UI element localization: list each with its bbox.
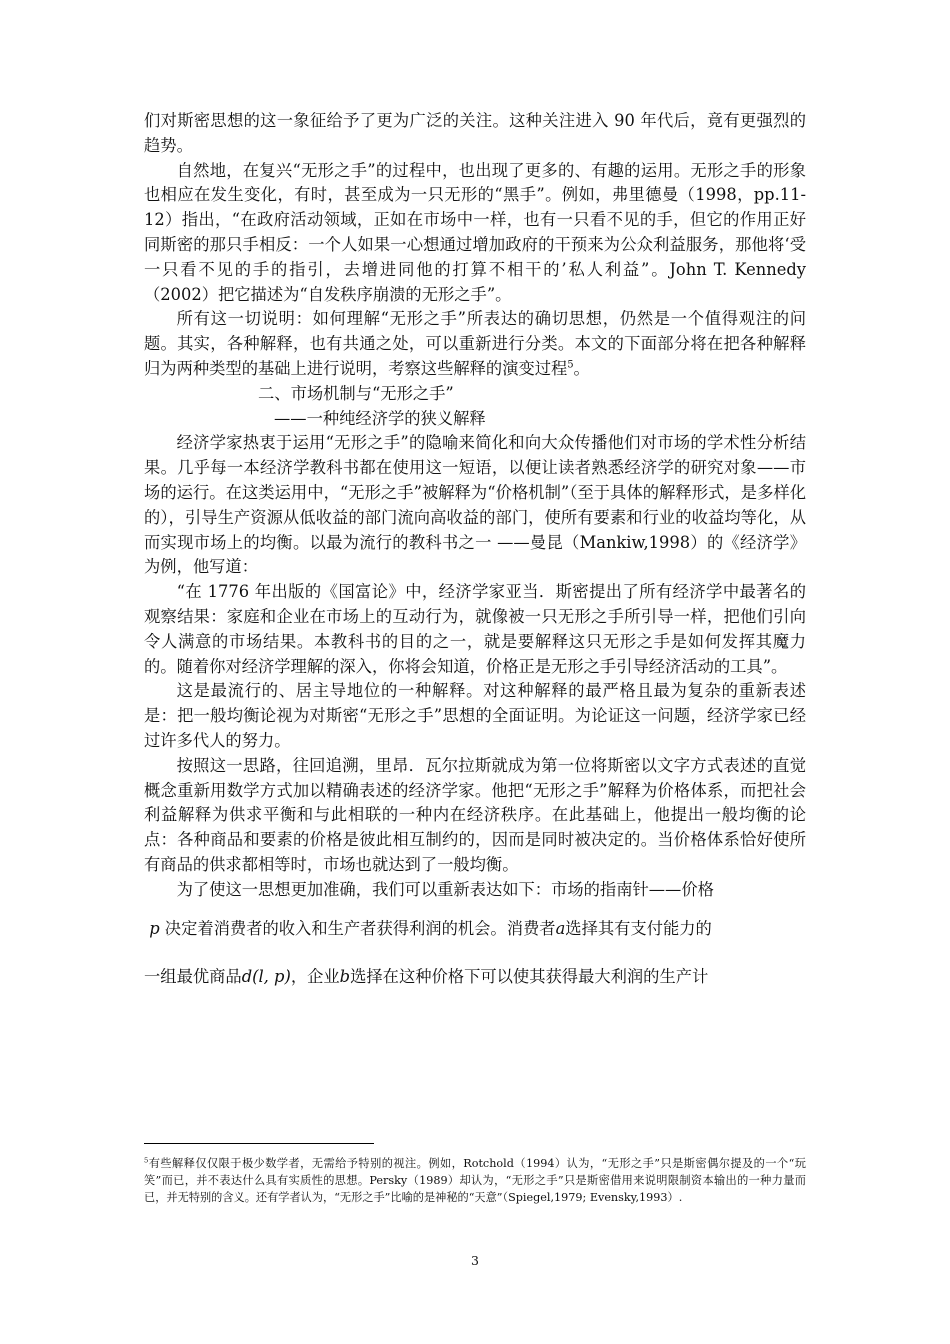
footnote [144,1155,806,1206]
math-line-text: ，企业 [290,967,340,987]
section-subtitle: ——一种纯经济学的狭义解释 [274,408,486,428]
page-number: 3 [471,1253,479,1268]
math-line [144,965,806,990]
math-line-text: 一组最优商品 [144,967,242,987]
paragraph: 们对斯密思想的这一象征给予了更为广泛的关注。这种关注进入 90 年代后，竟有更强烈的趋势。 [144,111,806,155]
footnote-reference[interactable]: 5 [567,359,574,371]
footnote-divider [144,1143,374,1144]
footnote-text: 有些解释仅仅限于极少数学者，无需给予特别的视注。例如，Rotchold（1994）认为，“无形之手”只是斯密偶尔提及的一个“玩笑”而已，并不表达什么具有实质性的思想。Persky（1989）却认为，“无形之手”只是斯密借用来说明限制资本输出的一种力量而已，并无特别的含义。还有学者认为，“无形之手”比喻的是神秘的“天意”（Spiegel,1979; Evensky,1993）. [144,1157,806,1204]
math-symbol: a [555,918,566,938]
paragraph-end: 。 [573,358,590,378]
paragraph: 按照这一思路，往回追溯，里昂．瓦尔拉斯就成为第一位将斯密以文字方式表述的直觉概念重新用数学方式加以精确表述的经济学家。他把“无形之手”解释为价格体系，而把社会利益解释为供求平衡和与此相联的一种内在经济秩序。在此基础上，他提出一般均衡的论点：各种商品和要素的价格是彼此相互制约的，因而是同时被决定的。当价格体系恰好使所有商品的供求都相等时，市场也就达到了一般均衡。 [144,755,806,874]
quotation: “在 1776 年出版的《国富论》中，经济学家亚当．斯密提出了所有经济学中最著名的观察结果：家庭和企业在市场上的互动行为，就像被一只无形之手所引导一样，把他们引向令人满意的市场结果。本教科书的目的之一，就是要解释这只无形之手是如何发挥其魔力的。随着你对经济学理解的深入，你将会知道，价格正是无形之手引导经济活动的工具”。 [144,582,806,676]
math-line-text: 选择其有支付能力的 [565,918,712,938]
body-text [144,109,806,990]
math-formula: d(l, p) [241,967,291,987]
paragraph-text: 所有这一切说明：如何理解“无形之手”所表达的确切思想，仍然是一个值得观注的问题。其实，各种解释，也有共通之处，可以重新进行分类。本文的下面部分将在把各种解释归为两种类型的基础上进行说明，考察这些解释的演变过程 [144,309,806,378]
paragraph: 经济学家热衷于运用“无形之手”的隐喻来简化和向大众传播他们对市场的学术性分析结果。几乎每一本经济学教科书都在使用这一短语，以便让读者熟悉经济学的研究对象——市场的运行。在这类运用中，“无形之手”被解释为“价格机制”（至于具体的解释形式，是多样化的），引导生产资源从低收益的部门流向高收益的部门，使所有要素和行业的收益均等化，从而实现市场上的均衡。以最为流行的教科书之一 ——曼昆（Mankiw,1998）的《经济学》为例，他写道： [144,433,806,577]
math-line [144,917,806,942]
math-line-text: 选择在这种价格下可以使其获得最大利润的生产计 [350,967,709,987]
math-symbol: p [149,918,160,938]
footnote-marker: 5 [144,1156,149,1165]
math-line-text: 决定着消费者的收入和生产者获得利润的机会。消费者 [159,918,556,938]
line-gap [144,941,806,965]
line-gap [144,903,806,917]
paragraph: 为了使这一思想更加准确，我们可以重新表达如下：市场的指南针——价格 [176,879,714,899]
section-title: 二、市场机制与“无形之手” [258,383,454,403]
math-symbol: b [339,967,351,987]
paragraph: 自然地，在复兴“无形之手”的过程中，也出现了更多的、有趣的运用。无形之手的形象也相应在发生变化，有时，甚至成为一只无形的“黑手”。例如，弗里德曼（1998，pp.11-12）指出，“在政府活动领域，正如在市场中一样，也有一只看不见的手，但它的作用正好同斯密的那只手相反：一个人如果一心想通过增加政府的干预来为公众利益服务，那他将‘受一只看不见的手的指引，去增进同他的打算不相干的’私人利益”。John T. Kennedy（2002）把它描述为“自发秩序崩溃的无形之手”。 [144,160,806,304]
paragraph [144,307,806,381]
paragraph: 这是最流行的、居主导地位的一种解释。对这种解释的最严格且最为复杂的重新表述是：把一般均衡论视为对斯密“无形之手”思想的全面证明。为论证这一问题，经济学家已经过许多代人的努力。 [144,681,806,750]
